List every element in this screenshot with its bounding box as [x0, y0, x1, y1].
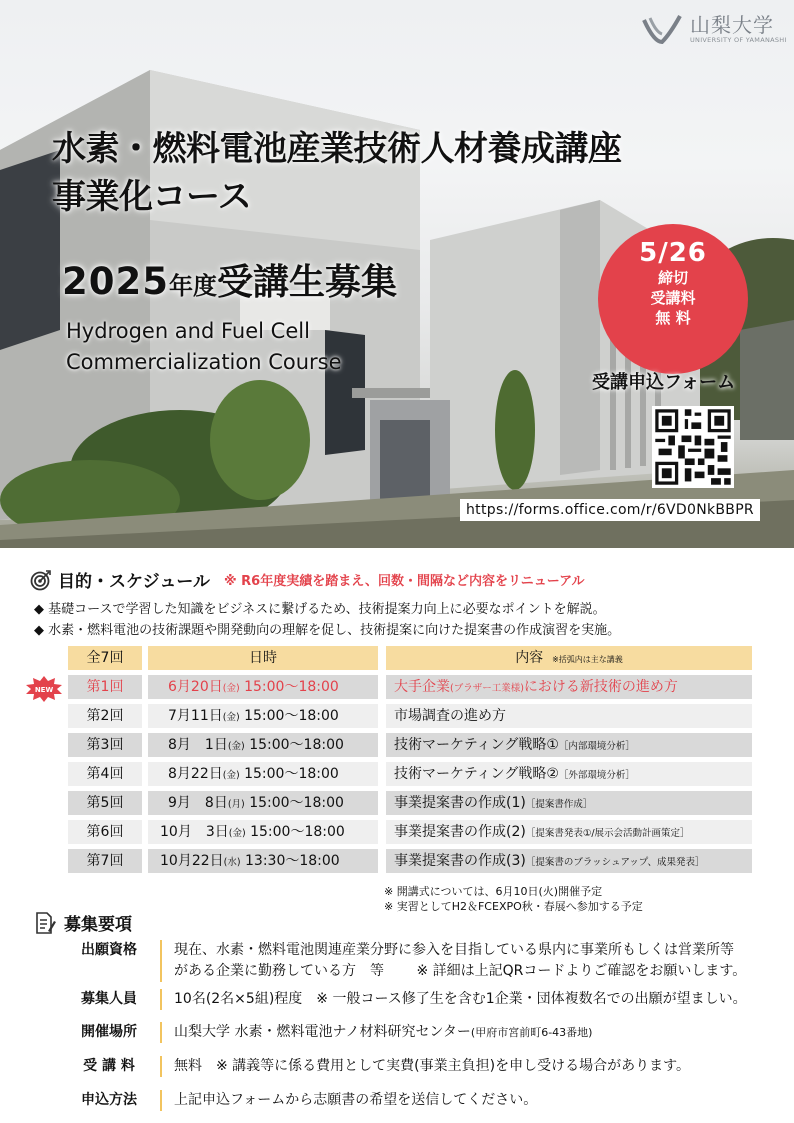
requirement-value-address: (甲府市宮前町6-43番地) [470, 1026, 593, 1039]
deadline-date: 5/26 [639, 238, 707, 268]
session-content [386, 791, 752, 815]
header-content-label: 内容 [515, 650, 544, 666]
requirement-divider [160, 1056, 162, 1077]
fee-label: 受講料 [650, 289, 696, 307]
recruit-label: 受講生募集 [216, 262, 397, 303]
session-dow: (金) [222, 770, 240, 781]
purpose-bullet: ◆ 水素・燃料電池の技術課題や開発動向の理解を促し、技術提案に向けた提案書の作成演習を実施。 [34, 623, 621, 638]
schedule-renewal-note: ※ R6年度実績を踏まえ、回数・間隔など内容をリニューアル [223, 574, 585, 589]
university-logo-mark-icon [640, 12, 684, 46]
session-content-main: 市場調査の進め方 [394, 708, 506, 724]
english-title [66, 316, 342, 378]
session-number: 第6回 [68, 820, 142, 844]
requirement-row-venue [66, 1022, 766, 1043]
requirement-row-application [66, 1090, 766, 1111]
requirement-row-eligibility [66, 940, 766, 982]
session-time: 15:00～18:00 [244, 766, 339, 782]
session-content [386, 849, 752, 873]
session-content [386, 820, 752, 844]
requirements-title: 募集要項 [64, 915, 132, 935]
purpose-bullet: ◆ 基礎コースで学習した知識をビジネスに繋げるため、技術提案力向上に必要なポイントを解説。 [34, 602, 606, 617]
session-content [386, 762, 752, 786]
session-time: 15:00～18:00 [250, 824, 345, 840]
requirement-key: 募集人員 [81, 991, 137, 1007]
session-dow: (金) [222, 712, 240, 723]
session-date: 9月 8日 [168, 795, 228, 811]
requirement-key: 開催場所 [81, 1024, 137, 1040]
target-icon [30, 569, 52, 591]
session-content-sub: ［提案書作成］ [525, 799, 593, 810]
session-content [386, 733, 752, 757]
purpose-bullets [34, 599, 620, 641]
fee-value: 無 料 [655, 309, 691, 327]
table-row [68, 820, 752, 844]
main-title-line2: 事業化コース [52, 177, 252, 217]
requirement-value-line2: がある企業に勤務している方 等 ※ 詳細は上記QRコードよりご確認をお願いします。 [174, 963, 747, 979]
table-row [68, 704, 752, 728]
schedule-footnote: ※ 実習としてH2＆FCEXPO秋・春展へ参加する予定 [384, 900, 643, 913]
requirement-divider [160, 1022, 162, 1043]
session-datetime [148, 791, 378, 815]
session-content [386, 675, 752, 699]
session-time: 15:00～18:00 [249, 795, 344, 811]
requirement-divider [160, 1090, 162, 1111]
requirement-value [174, 940, 766, 982]
table-row [68, 762, 752, 786]
session-content-sub: ［内部環境分析］ [558, 741, 635, 752]
new-badge-label: NEW [34, 686, 54, 694]
hero-banner [0, 0, 794, 548]
table-row [68, 791, 752, 815]
deadline-badge [598, 224, 748, 374]
session-date: 6月20日 [168, 679, 223, 695]
schedule-table-header [68, 646, 752, 670]
session-date: 7月11日 [168, 708, 223, 724]
session-dow: (金) [222, 683, 240, 694]
session-time: 15:00～18:00 [249, 737, 344, 753]
table-row [68, 733, 752, 757]
session-content-main: 事業提案書の作成(3) [394, 853, 526, 869]
session-date: 10月 3日 [160, 824, 229, 840]
schedule-title: 目的・スケジュール [58, 572, 210, 592]
session-date: 10月22日 [160, 853, 224, 869]
requirement-value: 無料 ※ 講義等に係る費用として実費(事業主負担)を申し受ける場合があります。 [174, 1058, 690, 1074]
header-content-note: ※括弧内は主な講義 [552, 655, 623, 664]
session-date: 8月 1日 [168, 737, 228, 753]
session-number: 第1回 [68, 675, 142, 699]
recruit-heading [62, 254, 397, 305]
session-dow: (水) [223, 857, 241, 868]
qr-code-icon[interactable] [652, 406, 734, 488]
session-time: 15:00～18:00 [244, 708, 339, 724]
main-title-line1: 水素・燃料電池産業技術人材養成講座 [52, 129, 622, 169]
session-content-sub: ［外部環境分析］ [558, 770, 635, 781]
requirement-key: 申込方法 [81, 1092, 137, 1108]
requirement-key: 受 講 料 [83, 1058, 135, 1074]
session-content [386, 704, 752, 728]
session-datetime [148, 675, 378, 699]
schedule-footnotes [384, 884, 643, 914]
requirements-section-header [34, 910, 132, 935]
recruit-nendo: 年度 [168, 272, 217, 300]
deadline-label: 締切 [657, 269, 688, 287]
requirement-key: 出願資格 [81, 942, 137, 958]
session-content-main: 大手企業 [394, 679, 450, 695]
session-time: 15:00～18:00 [244, 679, 339, 695]
session-number: 第3回 [68, 733, 142, 757]
session-content-main: 事業提案書の作成(2) [394, 824, 526, 840]
logo-jp-text: 山梨大学 [690, 13, 774, 37]
schedule-section-header [30, 567, 585, 592]
header-date: 日時 [148, 646, 378, 670]
requirement-value-line1: 現在、水素・燃料電池関連産業分野に参入を目指している県内に事業所もしくは営業所等 [174, 942, 734, 958]
session-content-sub: ［提案書のブラッシュアップ、成果発表］ [525, 857, 705, 868]
requirement-value: 10名(2名×5組)程度 ※ 一般コース修了生を含む1企業・団体複数名での出願が望ましい。 [174, 991, 747, 1007]
recruit-year: 2025 [62, 260, 169, 303]
session-content-main: 技術マーケティング戦略② [394, 766, 559, 782]
document-pen-icon [34, 911, 56, 935]
session-content-main: 事業提案書の作成(1) [394, 795, 526, 811]
requirement-divider [160, 989, 162, 1010]
application-url-link[interactable]: https://forms.office.com/r/6VD0NkBBPR [460, 499, 760, 521]
requirement-value-main: 山梨大学 水素・燃料電池ナノ材料研究センター [174, 1024, 471, 1040]
schedule-footnote: ※ 開講式については、6月10日(火)開催予定 [384, 885, 603, 898]
requirement-value: 上記申込フォームから志願書の希望を送信してください。 [174, 1092, 538, 1108]
application-form-label: 受講申込フォーム [592, 372, 736, 393]
session-content-sub: ［提案書発表①/展示会活動計画策定］ [525, 828, 690, 839]
session-number: 第5回 [68, 791, 142, 815]
header-content [386, 646, 752, 670]
session-dow: (月) [227, 799, 245, 810]
header-count: 全7回 [68, 646, 142, 670]
requirement-row-fee [66, 1056, 766, 1077]
english-title-line1: Hydrogen and Fuel Cell [66, 319, 310, 343]
session-content-sub: (ブラザー工業様) [450, 683, 524, 694]
session-number: 第4回 [68, 762, 142, 786]
table-row [68, 675, 752, 699]
session-datetime [148, 849, 378, 873]
requirement-row-capacity [66, 989, 766, 1010]
table-row [68, 849, 752, 873]
english-title-line2: Commercialization Course [66, 350, 342, 374]
university-logo [640, 12, 787, 46]
requirement-divider [160, 940, 162, 982]
session-number: 第7回 [68, 849, 142, 873]
session-datetime [148, 762, 378, 786]
session-content-rest: における新技術の進め方 [523, 679, 678, 695]
schedule-table [68, 646, 752, 878]
new-badge [24, 676, 64, 702]
requirement-value [174, 1022, 766, 1043]
session-datetime [148, 820, 378, 844]
session-content-main: 技術マーケティング戦略① [394, 737, 559, 753]
session-date: 8月22日 [168, 766, 223, 782]
session-dow: (金) [228, 828, 246, 839]
logo-en-text: UNIVERSITY OF YAMANASHI [690, 36, 787, 44]
session-number: 第2回 [68, 704, 142, 728]
session-datetime [148, 733, 378, 757]
session-time: 13:30～18:00 [245, 853, 340, 869]
session-datetime [148, 704, 378, 728]
session-dow: (金) [227, 741, 245, 752]
